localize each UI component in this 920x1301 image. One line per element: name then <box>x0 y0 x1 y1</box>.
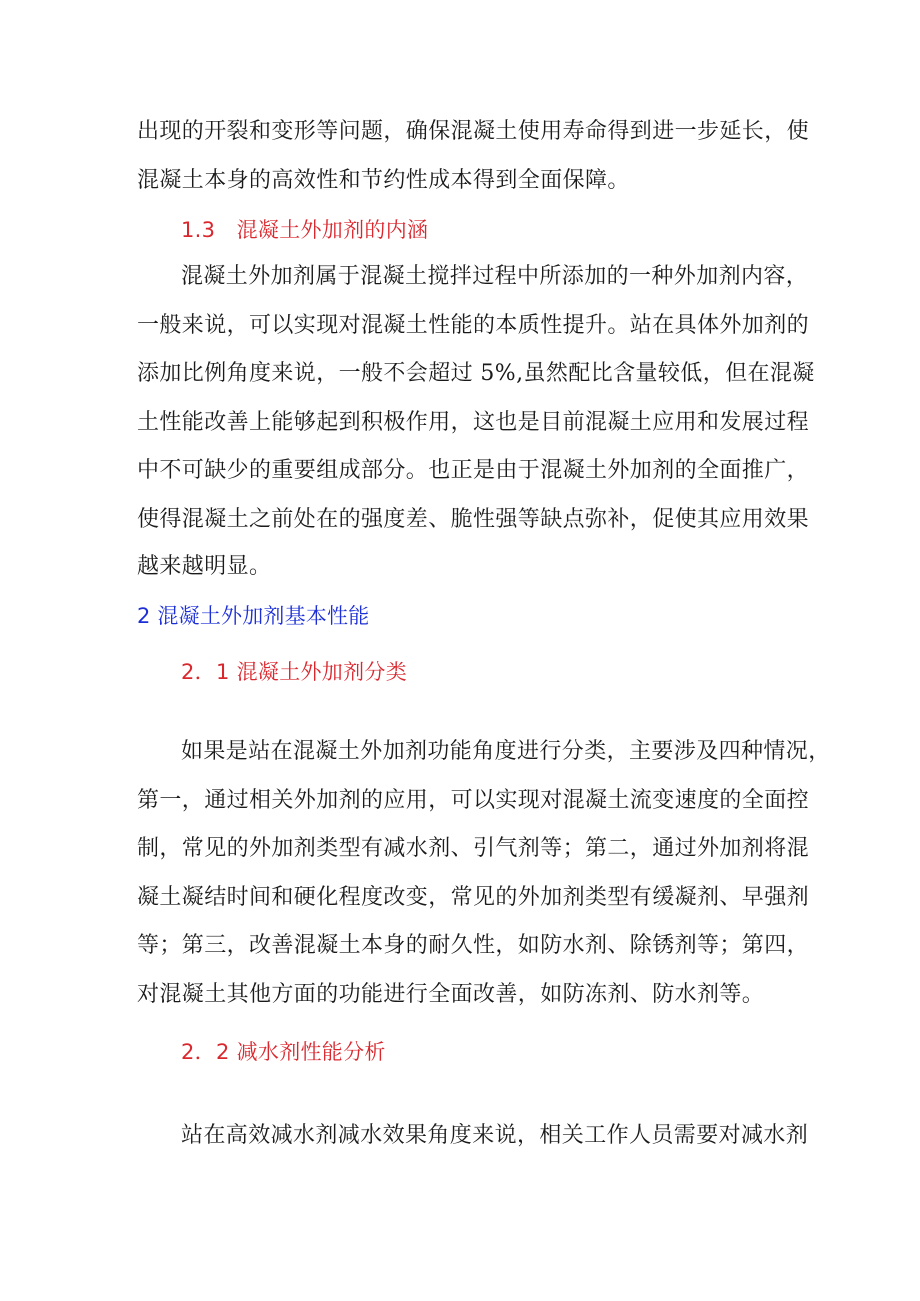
paragraph-line: 站在高效减水剂减水效果角度来说，相关工作人员需要对减水剂 <box>181 1123 809 1148</box>
paragraph-line: 等；第三，改善混凝土本身的耐久性，如防水剂、除锈剂等；第四， <box>137 933 810 958</box>
paragraph-line: 出现的开裂和变形等问题，确保混凝土使用寿命得到进一步延长，使 <box>137 119 810 144</box>
section-heading-2: 2 混凝土外加剂基本性能 <box>137 604 370 628</box>
paragraph-line: 凝土凝结时间和硬化程度改变，常见的外加剂类型有缓凝剂、早强剂 <box>137 885 810 910</box>
section-heading-2-2: 2．2 减水剂性能分析 <box>181 1040 386 1064</box>
section-heading-2-1: 2．1 混凝土外加剂分类 <box>181 660 407 684</box>
paragraph-line: 制，常见的外加剂类型有减水剂、引气剂等；第二，通过外加剂将混 <box>137 836 810 861</box>
paragraph-line: 对混凝土其他方面的功能进行全面改善，如防冻剂、防水剂等。 <box>137 982 765 1007</box>
paragraph-line: 土性能改善上能够起到积极作用，这也是目前混凝土应用和发展过程 <box>137 410 810 435</box>
paragraph-line: 中不可缺少的重要组成部分。也正是由于混凝土外加剂的全面推广， <box>137 458 810 483</box>
paragraph-line: 添加比例角度来说，一般不会超过 5%,虽然配比含量较低，但在混凝 <box>137 361 815 386</box>
paragraph-line: 第一，通过相关外加剂的应用，可以实现对混凝土流变速度的全面控 <box>137 788 810 813</box>
paragraph-line: 使得混凝土之前处在的强度差、脆性强等缺点弥补，促使其应用效果 <box>137 507 810 532</box>
section-heading-1-3: 1.3 混凝土外加剂的内涵 <box>181 218 429 242</box>
paragraph-line: 一般来说，可以实现对混凝土性能的本质性提升。站在具体外加剂的 <box>137 313 810 338</box>
paragraph-line: 如果是站在混凝土外加剂功能角度进行分类，主要涉及四种情况， <box>181 739 831 764</box>
paragraph-line: 越来越明显。 <box>137 554 272 579</box>
paragraph-line: 混凝土本身的高效性和节约性成本得到全面保障。 <box>137 168 630 193</box>
paragraph-line: 混凝土外加剂属于混凝土搅拌过程中所添加的一种外加剂内容， <box>181 264 809 289</box>
